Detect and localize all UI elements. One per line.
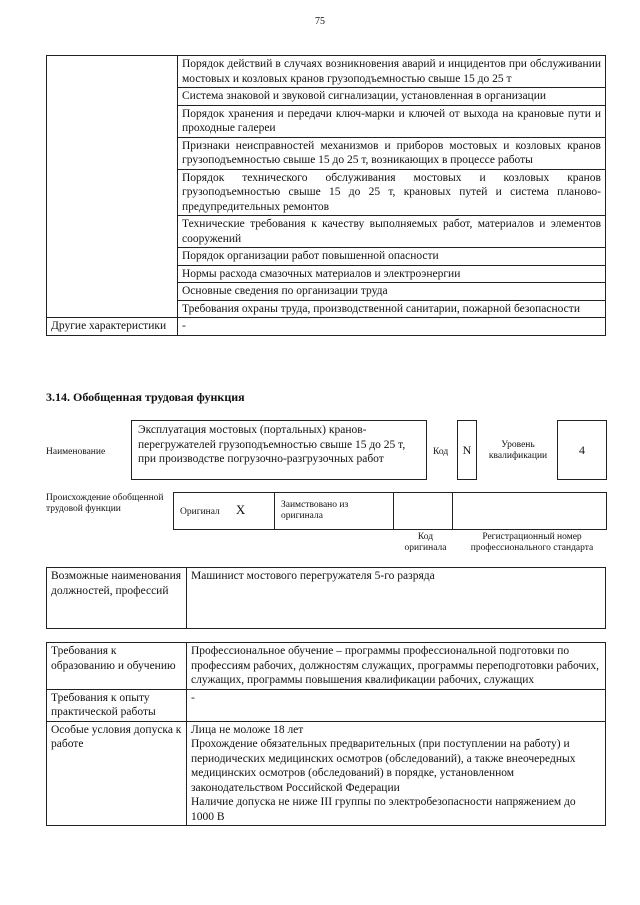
condition-line: Прохождение обязательных предварительных (при поступлении на работу) и периодических медицинских осмотров (обследований), а также внеочередных медицинских осмотров (обследований) в порядке, установленном законодательством Российской Федерации bbox=[191, 738, 576, 794]
experience-label: Требования к опыту практической работы bbox=[47, 689, 187, 721]
knowledge-item: Порядок действий в случаях возникновения аварий и инцидентов при обслуживании мостовых и козловых кранов грузоподъемностью свыше 15 до 25 т bbox=[178, 56, 606, 88]
name-label: Наименование bbox=[46, 447, 106, 457]
conditions-label: Особые условия допуска к работе bbox=[47, 721, 187, 826]
qualification-level-box: 4 bbox=[557, 420, 607, 480]
knowledge-item: Порядок технического обслуживания мостовых и козловых кранов грузоподъемностью свыше 15 до 25 т, крановых путей и система планово-предупредительных ремонтов bbox=[178, 169, 606, 216]
education-label: Требования к образованию и обучению bbox=[47, 643, 187, 690]
knowledge-table bbox=[46, 55, 606, 336]
knowledge-item: Требования охраны труда, производственной санитарии, пожарной безопасности bbox=[178, 300, 606, 318]
conditions-value bbox=[187, 721, 606, 826]
code-original-caption: Код оригинала bbox=[404, 532, 447, 553]
registration-number-caption: Регистрационный номер профессионального стандарта bbox=[470, 532, 594, 553]
condition-line: Наличие допуска не ниже III группы по электробезопасности напряжением до 1000 В bbox=[191, 796, 576, 823]
knowledge-item: Система знаковой и звуковой сигнализации, установленная в организации bbox=[178, 88, 606, 106]
section-heading: 3.14. Обобщенная трудовая функция bbox=[46, 390, 245, 404]
knowledge-item: Нормы расхода смазочных материалов и электроэнергии bbox=[178, 265, 606, 283]
requirements-table bbox=[46, 642, 606, 826]
page-number: 75 bbox=[315, 16, 325, 27]
other-characteristics-value: - bbox=[178, 318, 606, 336]
knowledge-item: Признаки неисправностей механизмов и приборов мостовых и козловых кранов грузоподъемностью свыше 15 до 25 т, возникающих в процессе работы bbox=[178, 137, 606, 169]
registration-number-cell bbox=[453, 493, 607, 530]
code-label: Код bbox=[433, 447, 449, 457]
positions-label: Возможные наименования должностей, профессий bbox=[47, 568, 187, 629]
education-value: Профессиональное обучение – программы профессиональной подготовки по профессиям рабочих, должностям служащих, программы переподготовки рабочих, служащих, программы повышения квалификации рабочих, служащих bbox=[187, 643, 606, 690]
knowledge-item: Порядок хранения и передачи ключ-марки и ключей от выхода на крановые пути и проходные галереи bbox=[178, 105, 606, 137]
knowledge-item: Порядок организации работ повышенной опасности bbox=[178, 248, 606, 266]
origin-label: Происхождение обобщенной трудовой функции bbox=[46, 493, 164, 514]
code-value-box: N bbox=[457, 420, 477, 480]
knowledge-item: Основные сведения по организации труда bbox=[178, 283, 606, 301]
other-characteristics-label: Другие характеристики bbox=[47, 318, 178, 336]
qualification-level-label: Уровень квалификации bbox=[488, 440, 548, 461]
borrowed-label: Заимствовано из оригинала bbox=[275, 493, 394, 530]
original-label: Оригинал bbox=[180, 507, 220, 517]
knowledge-label-cell bbox=[47, 56, 178, 318]
function-name-box: Эксплуатация мостовых (портальных) кранов-перегружателей грузоподъемностью свыше 15 до 25 т, при производстве погрузочно-разгрузочных работ bbox=[131, 420, 427, 480]
origin-table bbox=[173, 492, 607, 530]
condition-line: Лица не моложе 18 лет bbox=[191, 723, 304, 736]
experience-value: - bbox=[187, 689, 606, 721]
original-cell bbox=[174, 493, 275, 530]
knowledge-item: Технические требования к качеству выполняемых работ, материалов и элементов сооружений bbox=[178, 216, 606, 248]
positions-value: Машинист мостового перегружателя 5-го разряда bbox=[187, 568, 606, 629]
positions-table bbox=[46, 567, 606, 629]
original-code-cell bbox=[394, 493, 453, 530]
original-mark: X bbox=[235, 502, 246, 517]
